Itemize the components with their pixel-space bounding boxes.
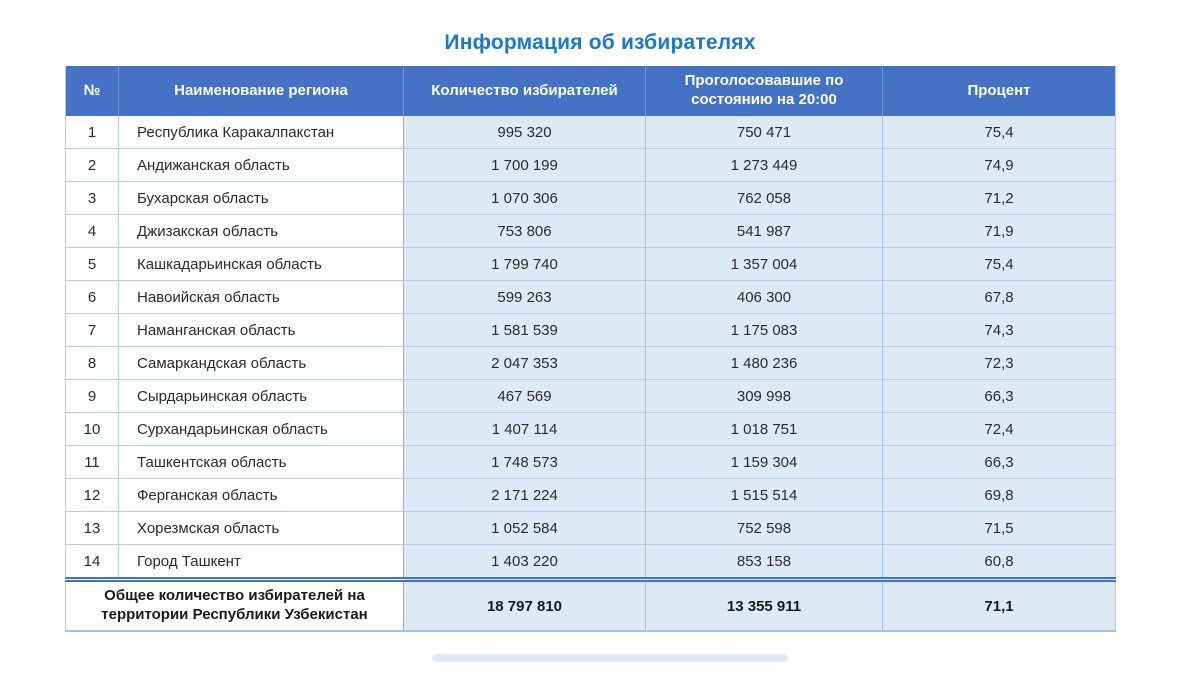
cell-voted: 1 480 236 xyxy=(646,347,883,380)
cell-voted: 1 018 751 xyxy=(646,413,883,446)
cell-region: Ферганская область xyxy=(119,479,404,512)
cell-voters: 1 070 306 xyxy=(404,182,646,215)
cell-region: Наманганская область xyxy=(119,314,404,347)
cell-voters: 995 320 xyxy=(404,116,646,149)
cell-region: Андижанская область xyxy=(119,149,404,182)
table-body xyxy=(66,116,1116,580)
cell-percent: 69,8 xyxy=(883,479,1116,512)
table-row xyxy=(66,281,1116,314)
footer-progress-bar xyxy=(432,654,788,662)
cell-voted: 1 515 514 xyxy=(646,479,883,512)
cell-voted: 853 158 xyxy=(646,545,883,580)
cell-region: Сурхандарьинская область xyxy=(119,413,404,446)
table-row xyxy=(66,380,1116,413)
table-row xyxy=(66,512,1116,545)
cell-no: 5 xyxy=(66,248,119,281)
table-row xyxy=(66,149,1116,182)
cell-percent: 66,3 xyxy=(883,380,1116,413)
cell-percent: 71,2 xyxy=(883,182,1116,215)
cell-region: Ташкентская область xyxy=(119,446,404,479)
header-row xyxy=(66,66,1116,116)
cell-voters: 599 263 xyxy=(404,281,646,314)
total-voted-value: 13 355 911 xyxy=(646,580,883,632)
total-percent-value: 71,1 xyxy=(883,580,1116,632)
table-footer xyxy=(66,580,1116,632)
cell-region: Бухарская область xyxy=(119,182,404,215)
cell-no: 10 xyxy=(66,413,119,446)
cell-no: 7 xyxy=(66,314,119,347)
cell-percent: 60,8 xyxy=(883,545,1116,580)
table-row xyxy=(66,248,1116,281)
table-row xyxy=(66,446,1116,479)
cell-voters: 1 799 740 xyxy=(404,248,646,281)
cell-region: Сырдарьинская область xyxy=(119,380,404,413)
cell-voters: 1 052 584 xyxy=(404,512,646,545)
table-row xyxy=(66,215,1116,248)
cell-no: 9 xyxy=(66,380,119,413)
table-row xyxy=(66,545,1116,580)
cell-voters: 1 748 573 xyxy=(404,446,646,479)
cell-voted: 750 471 xyxy=(646,116,883,149)
cell-no: 14 xyxy=(66,545,119,580)
cell-percent: 71,9 xyxy=(883,215,1116,248)
cell-voted: 1 159 304 xyxy=(646,446,883,479)
cell-region: Кашкадарьинская область xyxy=(119,248,404,281)
table-row xyxy=(66,182,1116,215)
table-row xyxy=(66,116,1116,149)
cell-no: 11 xyxy=(66,446,119,479)
table-row xyxy=(66,347,1116,380)
cell-no: 2 xyxy=(66,149,119,182)
total-label: Общее количество избирателей на территории Республики Узбекистан xyxy=(66,580,404,632)
cell-voters: 1 700 199 xyxy=(404,149,646,182)
cell-voted: 541 987 xyxy=(646,215,883,248)
cell-percent: 74,3 xyxy=(883,314,1116,347)
cell-region: Город Ташкент xyxy=(119,545,404,580)
cell-percent: 66,3 xyxy=(883,446,1116,479)
cell-region: Джизакская область xyxy=(119,215,404,248)
cell-voted: 752 598 xyxy=(646,512,883,545)
cell-no: 4 xyxy=(66,215,119,248)
cell-percent: 75,4 xyxy=(883,116,1116,149)
cell-voters: 467 569 xyxy=(404,380,646,413)
cell-no: 1 xyxy=(66,116,119,149)
cell-voted: 762 058 xyxy=(646,182,883,215)
page-title: Информация об избирателях xyxy=(444,31,756,54)
cell-voted: 309 998 xyxy=(646,380,883,413)
table-header xyxy=(66,66,1116,116)
cell-no: 13 xyxy=(66,512,119,545)
cell-no: 8 xyxy=(66,347,119,380)
column-header-number: № xyxy=(66,66,119,116)
cell-voters: 753 806 xyxy=(404,215,646,248)
cell-voted: 406 300 xyxy=(646,281,883,314)
cell-voters: 1 403 220 xyxy=(404,545,646,580)
cell-region: Навоийская область xyxy=(119,281,404,314)
cell-no: 3 xyxy=(66,182,119,215)
cell-voters: 1 581 539 xyxy=(404,314,646,347)
cell-no: 6 xyxy=(66,281,119,314)
cell-voted: 1 175 083 xyxy=(646,314,883,347)
cell-voted: 1 273 449 xyxy=(646,149,883,182)
cell-percent: 74,9 xyxy=(883,149,1116,182)
table-row xyxy=(66,479,1116,512)
cell-voted: 1 357 004 xyxy=(646,248,883,281)
total-voters-value: 18 797 810 xyxy=(404,580,646,632)
cell-region: Хорезмская область xyxy=(119,512,404,545)
cell-percent: 72,3 xyxy=(883,347,1116,380)
cell-no: 12 xyxy=(66,479,119,512)
table-row xyxy=(66,314,1116,347)
voters-table xyxy=(65,66,1116,632)
cell-region: Самаркандская область xyxy=(119,347,404,380)
column-header-voters: Количество избирателей xyxy=(404,66,646,116)
cell-voters: 2 171 224 xyxy=(404,479,646,512)
column-header-voted: Проголосовавшие по состоянию на 20:00 xyxy=(646,66,883,116)
cell-percent: 71,5 xyxy=(883,512,1116,545)
cell-voters: 2 047 353 xyxy=(404,347,646,380)
column-header-region: Наименование региона xyxy=(119,66,404,116)
total-row xyxy=(66,580,1116,632)
cell-percent: 67,8 xyxy=(883,281,1116,314)
cell-percent: 75,4 xyxy=(883,248,1116,281)
cell-voters: 1 407 114 xyxy=(404,413,646,446)
cell-region: Республика Каракалпакстан xyxy=(119,116,404,149)
table-row xyxy=(66,413,1116,446)
column-header-percent: Процент xyxy=(883,66,1116,116)
cell-percent: 72,4 xyxy=(883,413,1116,446)
